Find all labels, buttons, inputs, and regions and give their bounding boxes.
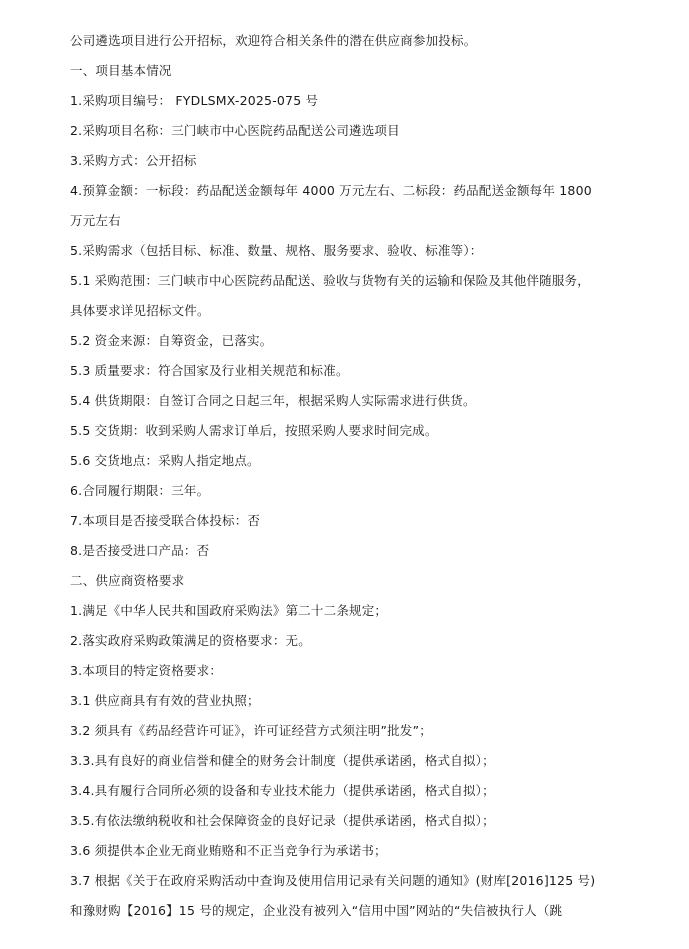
paragraph: 5.1 采购范围：三门峡市中心医院药品配送、验收与货物有关的运输和保险及其他伴随服务， [70, 273, 590, 288]
paragraph: 3.采购方式：公开招标 [70, 153, 197, 168]
paragraph: 3.6 须提供本企业无商业贿赂和不正当竞争行为承诺书； [70, 843, 387, 858]
paragraph: 3.1 供应商具有有效的营业执照； [70, 693, 260, 708]
paragraph: 8.是否接受进口产品：否 [70, 543, 210, 558]
paragraph: 5.6 交货地点：采购人指定地点。 [70, 453, 260, 468]
paragraph: 2.落实政府采购政策满足的资格要求：无。 [70, 633, 311, 648]
paragraph: 具体要求详见招标文件。 [70, 303, 210, 318]
paragraph: 3.4.具有履行合同所必须的设备和专业技术能力（提供承诺函，格式自拟）； [70, 783, 495, 798]
paragraph: 1.采购项目编号： FYDLSMX-2025-075 号 [70, 93, 319, 108]
section-heading: 二、供应商资格要求 [70, 573, 185, 588]
paragraph: 万元左右 [70, 213, 121, 228]
paragraph: 3.5.有依法缴纳税收和社会保障资金的良好记录（提供承诺函，格式自拟）； [70, 813, 495, 828]
paragraph: 6.合同履行期限：三年。 [70, 483, 210, 498]
intro-text: 公司遴选项目进行公开招标，欢迎符合相关条件的潜在供应商参加投标。 [70, 33, 477, 48]
paragraph: 5.4 供货期限：自签订合同之日起三年，根据采购人实际需求进行供货。 [70, 393, 476, 408]
paragraph: 3.3.具有良好的商业信誉和健全的财务会计制度（提供承诺函，格式自拟）； [70, 753, 495, 768]
paragraph: 5.5 交货期：收到采购人需求订单后，按照采购人要求时间完成。 [70, 423, 438, 438]
paragraph: 2.采购项目名称：三门峡市中心医院药品配送公司遴选项目 [70, 123, 400, 138]
paragraph: 7.本项目是否接受联合体投标：否 [70, 513, 261, 528]
paragraph: 和豫财购【2016】15 号的规定，企业没有被列入“信用中国”网站的“失信被执行人（跳 [70, 903, 563, 918]
section-heading: 一、项目基本情况 [70, 63, 172, 78]
paragraph: 3.本项目的特定资格要求： [70, 663, 223, 678]
paragraph: 3.7 根据《关于在政府采购活动中查询及使用信用记录有关问题的通知》(财库[2016]125 号) [70, 873, 596, 888]
paragraph: 1.满足《中华人民共和国政府采购法》第二十二条规定； [70, 603, 388, 618]
paragraph: 5.采购需求（包括目标、标准、数量、规格、服务要求、验收、标准等）： [70, 243, 483, 258]
paragraph: 4.预算金额：一标段：药品配送金额每年 4000 万元左右、二标段：药品配送金额每年 1800 [70, 183, 592, 198]
paragraph: 5.2 资金来源：自筹资金，已落实。 [70, 333, 273, 348]
paragraph: 5.3 质量要求：符合国家及行业相关规范和标准。 [70, 363, 349, 378]
paragraph: 3.2 须具有《药品经营许可证》，许可证经营方式须注明”批发”； [70, 723, 432, 738]
